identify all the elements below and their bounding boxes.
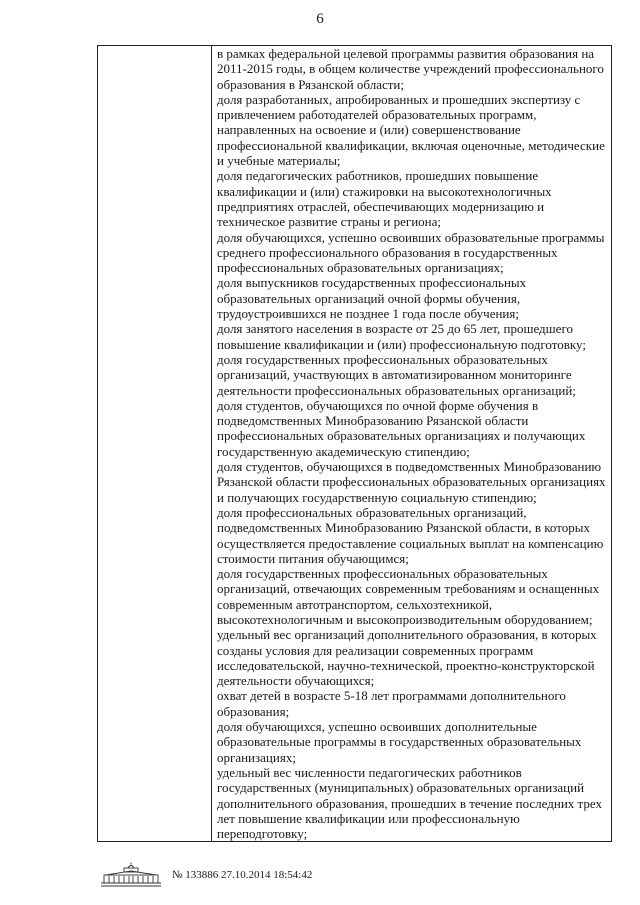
content-table	[97, 45, 612, 842]
text-line: направленных на освоение и (или) совершенствование	[217, 122, 521, 138]
text-line: привлечением работодателей образовательных программ,	[217, 107, 537, 123]
text-line: и получающих государственную социальную стипендию;	[217, 489, 537, 505]
text-line: профессиональных образовательных организациях и получающих	[217, 428, 586, 444]
text-line: доля государственных профессиональных образовательных	[217, 351, 548, 367]
text-lines	[217, 46, 611, 841]
text-line: доля выпускников государственных профессиональных	[217, 275, 527, 291]
text-line: Рязанской области профессиональных образовательных организациях	[217, 474, 606, 490]
text-line: доля обучающихся, успешно освоивших образовательные программы	[217, 229, 605, 245]
text-line: доля обучающихся, успешно освоивших дополнительные	[217, 719, 537, 735]
text-line: повышение квалификации и (или) профессиональную подготовку;	[217, 336, 586, 352]
text-line: в рамках федеральной целевой программы развития образования на	[217, 46, 595, 61]
text-line: предприятиях отраслей, обеспечивающих модернизацию и	[217, 198, 545, 214]
text-line: квалификации и (или) стажировки на высокотехнологичных	[217, 183, 552, 199]
text-line: техническое развитие страны и региона;	[217, 214, 442, 230]
text-line: государственную академическую стипендию;	[217, 443, 470, 459]
text-line: доля профессиональных образовательных организаций,	[217, 504, 527, 520]
text-line: доля государственных профессиональных образовательных	[217, 566, 548, 582]
footer	[100, 862, 520, 888]
text-line: созданы условия для реализации современных программ	[217, 642, 534, 658]
text-line: профессиональной квалификации, включая оценочные, методические	[217, 137, 605, 153]
text-line: доля студентов, обучающихся по очной форме обучения в	[217, 397, 539, 413]
text-line: доля разработанных, апробированных и прошедших экспертизу с	[217, 91, 581, 107]
text-line: организациях;	[217, 749, 296, 765]
text-line: организаций, участвующих в автоматизированном мониторинге	[217, 367, 572, 383]
text-line: образовательных организаций очной формы обучения,	[217, 290, 521, 306]
text-line: профессиональных образовательных организациях;	[217, 260, 504, 276]
text-line: дополнительного образования, прошедших в течение последних трех	[217, 795, 602, 811]
text-line: доля студентов, обучающихся в подведомственных Минобразованию	[217, 459, 602, 475]
text-line: охват детей в возрасте 5-18 лет программами дополнительного	[217, 688, 566, 704]
table-row	[98, 46, 612, 842]
page-number: 6	[316, 11, 324, 27]
government-building-icon	[100, 862, 162, 888]
text-line: организаций, отвечающих современным требованиям и оснащенных	[217, 581, 600, 597]
text-line: лет повышение квалификации или профессиональную	[217, 810, 520, 826]
text-line: подведомственных Минобразованию Рязанской области, в которых	[217, 520, 590, 536]
text-line: государственных (муниципальных) образовательных организаций	[217, 780, 585, 796]
text-line: трудоустроившихся не позднее 1 года после обучения;	[217, 306, 519, 322]
text-line: исследовательской, научно-технической, проектно-конструкторской	[217, 657, 595, 673]
text-line: доля педагогических работников, прошедших повышение	[217, 168, 539, 184]
text-line: удельный вес численности педагогических работников	[217, 764, 522, 780]
text-line: и учебные материалы;	[217, 153, 341, 169]
text-line: стоимости питания обучающимся;	[217, 550, 409, 566]
table-cell-empty	[98, 46, 212, 842]
text-line: переподготовку;	[217, 826, 308, 842]
document-stamp: № 133886 27.10.2014 18:54:42	[172, 869, 313, 881]
text-line: деятельности обучающихся;	[217, 673, 375, 689]
text-line: образования в Рязанской области;	[217, 76, 404, 92]
text-line: доля занятого населения в возрасте от 25 до 65 лет, прошедшего	[217, 321, 573, 337]
text-line: высокотехнологичным и высокопроизводительным оборудованием;	[217, 611, 593, 627]
text-line: образовательные программы в государственных образовательных	[217, 734, 582, 750]
text-line: удельный вес организаций дополнительного образования, в которых	[217, 627, 597, 643]
text-line: деятельности профессиональных образовательных организаций;	[217, 382, 576, 398]
text-line: осуществляется предоставление социальных выплат на компенсацию	[217, 535, 604, 551]
text-line: современным автотранспортом, сельхозтехникой,	[217, 596, 493, 612]
text-line: среднего профессионального образования в государственных	[217, 244, 558, 260]
table-cell-text	[212, 46, 612, 842]
text-line: образования;	[217, 703, 290, 719]
text-line: 2011-2015 годы, в общем количестве учреждений профессионального	[217, 61, 604, 77]
text-line: подведомственных Минобразованию Рязанской области	[217, 413, 529, 429]
